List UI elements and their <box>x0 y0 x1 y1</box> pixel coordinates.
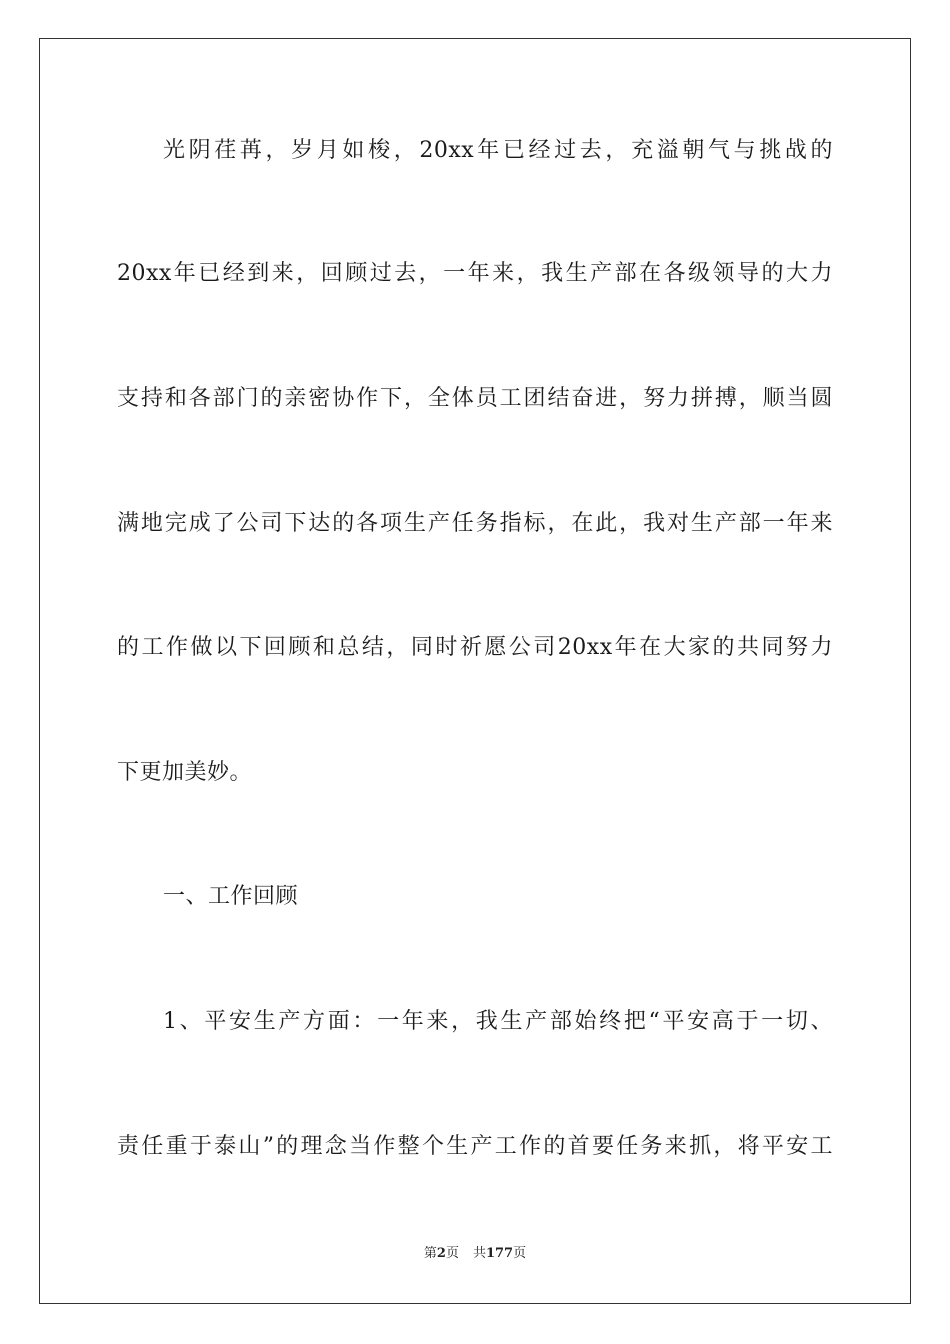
page-suffix: 页 <box>445 1246 459 1261</box>
paragraph-line-4: 满地完成了公司下达的各项生产任务指标，在此，我对生产部一年来 <box>117 511 833 536</box>
paragraph-line-5: 的工作做以下回顾和总结，同时祈愿公司20xx年在大家的共同努力 <box>117 635 833 660</box>
page-border <box>39 38 911 1304</box>
total-pages: 177 <box>485 1246 514 1261</box>
paragraph-line-7: 1、平安生产方面：一年来，我生产部始终把“平安高于一切、 <box>163 1009 833 1034</box>
paragraph-line-1: 光阴荏苒，岁月如梭，20xx年已经过去，充溢朝气与挑战的 <box>163 138 833 163</box>
paragraph-line-3: 支持和各部门的亲密协作下，全体员工团结奋进，努力拼搏，顺当圆 <box>117 386 833 411</box>
paragraph-line-2: 20xx年已经到来，回顾过去，一年来，我生产部在各级领导的大力 <box>117 261 833 286</box>
paragraph-line-8: 责任重于泰山”的理念当作整个生产工作的首要任务来抓，将平安工 <box>117 1134 833 1159</box>
total-suffix: 页 <box>513 1246 527 1261</box>
total-prefix: 共 <box>472 1246 486 1261</box>
section-heading: 一、工作回顾 <box>163 884 299 909</box>
page-number: 2 <box>436 1246 446 1261</box>
page-footer <box>0 1245 950 1263</box>
page-prefix: 第 <box>423 1246 437 1261</box>
paragraph-line-6: 下更加美妙。 <box>117 760 253 785</box>
